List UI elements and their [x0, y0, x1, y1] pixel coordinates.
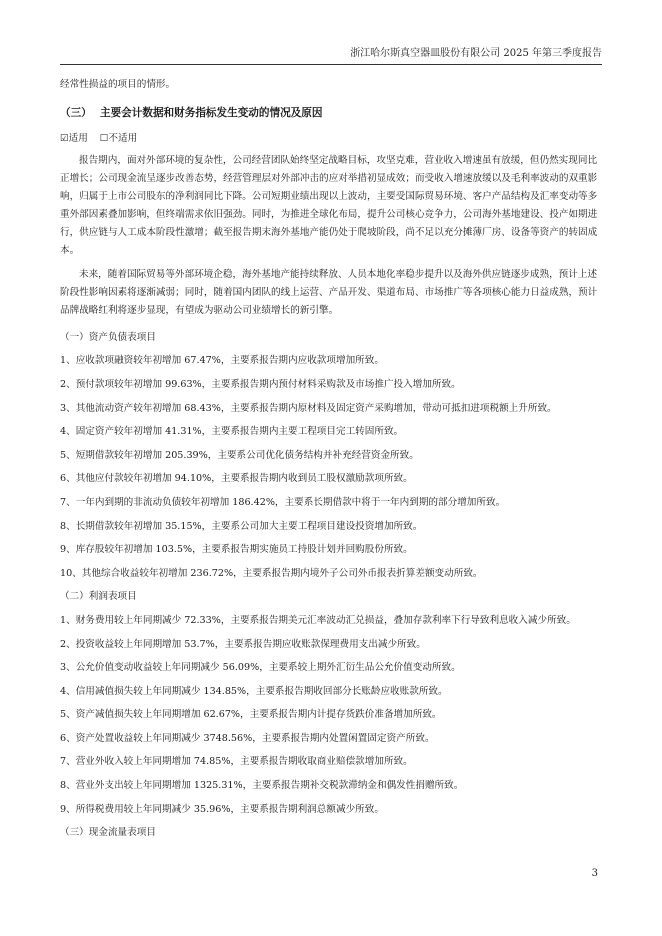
page-number: 3 [591, 868, 598, 879]
list-item: 8、长期借款较年初增加 35.15%，主要系公司加大主要工程项目建设投资增加所致。 [60, 520, 423, 532]
list-item: 6、资产处置收益较上年同期减少 3748.56%，主要系报告期内处置闲置固定资产所致。 [60, 732, 435, 744]
list-item: 9、所得税费用较上年同期减少 35.96%，主要系报告期利润总额减少所致。 [60, 803, 384, 815]
balance-sheet-group [60, 326, 602, 586]
list-item: 2、投资收益较上年同期增加 53.7%，主要系报告期应收账款保理费用支出减少所致。 [60, 638, 426, 650]
section-title: 主要会计数据和财务指标发生变动的情况及原因 [100, 107, 323, 119]
list-item: 3、公允价值变动收益较上年同期减少 56.09%，主要系较上期外汇衍生品公允价值变动所致。 [60, 662, 461, 674]
list-item: 9、库存股较年初增加 103.5%，主要系报告期实施员工持股计划并回购股份所致。 [60, 544, 413, 556]
list-item: 3、其他流动资产较年初增加 68.43%，主要系报告期内原材料及固定资产采购增加，带动可抵扣进项税额上升所致。 [60, 402, 557, 414]
list-item: 2、预付款项较年初增加 99.63%，主要系报告期内预付材料采购款及市场推广投入增加所致。 [60, 378, 461, 390]
section-heading [60, 104, 602, 122]
group-heading: （三）现金流量表项目 [60, 827, 156, 839]
group-heading: （一）资产负债表项目 [60, 331, 156, 343]
income-statement-group [60, 586, 602, 822]
list-item: 5、短期借款较年初增加 205.39%，主要系公司优化债务结构并补充经营资金所致。 [60, 449, 419, 461]
page-header [60, 44, 602, 65]
list-item: 4、信用减值损失较上年同期减少 134.85%，主要系报告期收回部分长账龄应收账款所致。 [60, 685, 448, 697]
not-applicable-checkbox: ☐不适用 [99, 133, 138, 144]
paragraph: 报告期内，面对外部环境的复杂性，公司经营团队始终坚定战略目标，攻坚克难，营业收入增速虽有放缓，但仍然实现同比正增长；公司现金流呈逐步改善态势，经营管理层对外部冲击的应对举措初显成效；而受收入增速放缓以及毛利率波动的双重影响，归属于上市公司股东的净利润同比下降。公司短期业绩出现以上波动，主要受国际贸易环境、客户产品结构及汇率变动等多重外部因素叠加影响，但终端需求依旧强劲。同时，为推进全球化布局，提升公司核心竞争力，公司海外基地建设、投产如期进行，供应链与人工成本阶段性激增；截至报告期末海外基地产能仍处于爬坡阶段，尚不足以充分摊薄厂房、设备等资产的转固成本。 [60, 155, 598, 256]
section-number: （三） [60, 107, 92, 119]
cash-flow-group [60, 821, 602, 845]
list-item: 4、固定资产较年初增加 41.31%，主要系报告期内主要工程项目完工转固所致。 [60, 426, 404, 438]
list-item: 6、其他应付款较年初增加 94.10%，主要系报告期内收到员工股权激励款项所致。 [60, 473, 413, 485]
list-item: 5、资产减值损失较上年同期增加 62.67%，主要系报告期内计提存货跌价准备增加所致。 [60, 709, 442, 721]
list-item: 8、营业外支出较上年同期增加 1325.31%，主要系报告期补交税款滞纳金和偶发性捐赠所致。 [60, 780, 464, 792]
list-item: 1、应收款项融资较年初增加 67.47%，主要系报告期内应收款项增加所致。 [60, 355, 384, 367]
document-body [60, 76, 602, 845]
applicable-checkbox: ☑适用 [60, 133, 88, 144]
list-item: 1、财务费用较上年同期减少 72.33%，主要系报告期美元汇率波动汇兑损益，叠加存款利率下行导致利息收入减少所致。 [60, 614, 576, 626]
list-item: 7、一年内到期的非流动负债较年初增加 186.42%，主要系长期借款中将于一年内到期的部分增加所致。 [60, 496, 506, 508]
intro-tail: 经常性损益的项目的情形。 [60, 79, 176, 90]
list-item: 10、其他综合收益较年初增加 236.72%，主要系报告期内境外子公司外币报表折算差额变动所致。 [60, 567, 483, 579]
applicability-checkboxes [60, 130, 602, 148]
group-heading: （二）利润表项目 [60, 591, 137, 603]
paragraph: 未来，随着国际贸易等外部环境企稳，海外基地产能持续释放、人员本地化率稳步提升以及海外供应链逐步成熟，预计上述阶段性影响因素将逐渐减弱；同时，随着国内团队的线上运营、产品开发、渠道布局、市场推广等各项核心能力日益成熟，预计品牌战略红利将逐步显现，有望成为驱动公司业绩增长的新引擎。 [60, 269, 598, 316]
list-item: 7、营业外收入较上年同期增加 74.85%，主要系报告期收取商业赔偿款增加所致。 [60, 756, 413, 768]
header-title: 浙江哈尔斯真空器皿股份有限公司 2025 年第三季度报告 [350, 48, 602, 59]
